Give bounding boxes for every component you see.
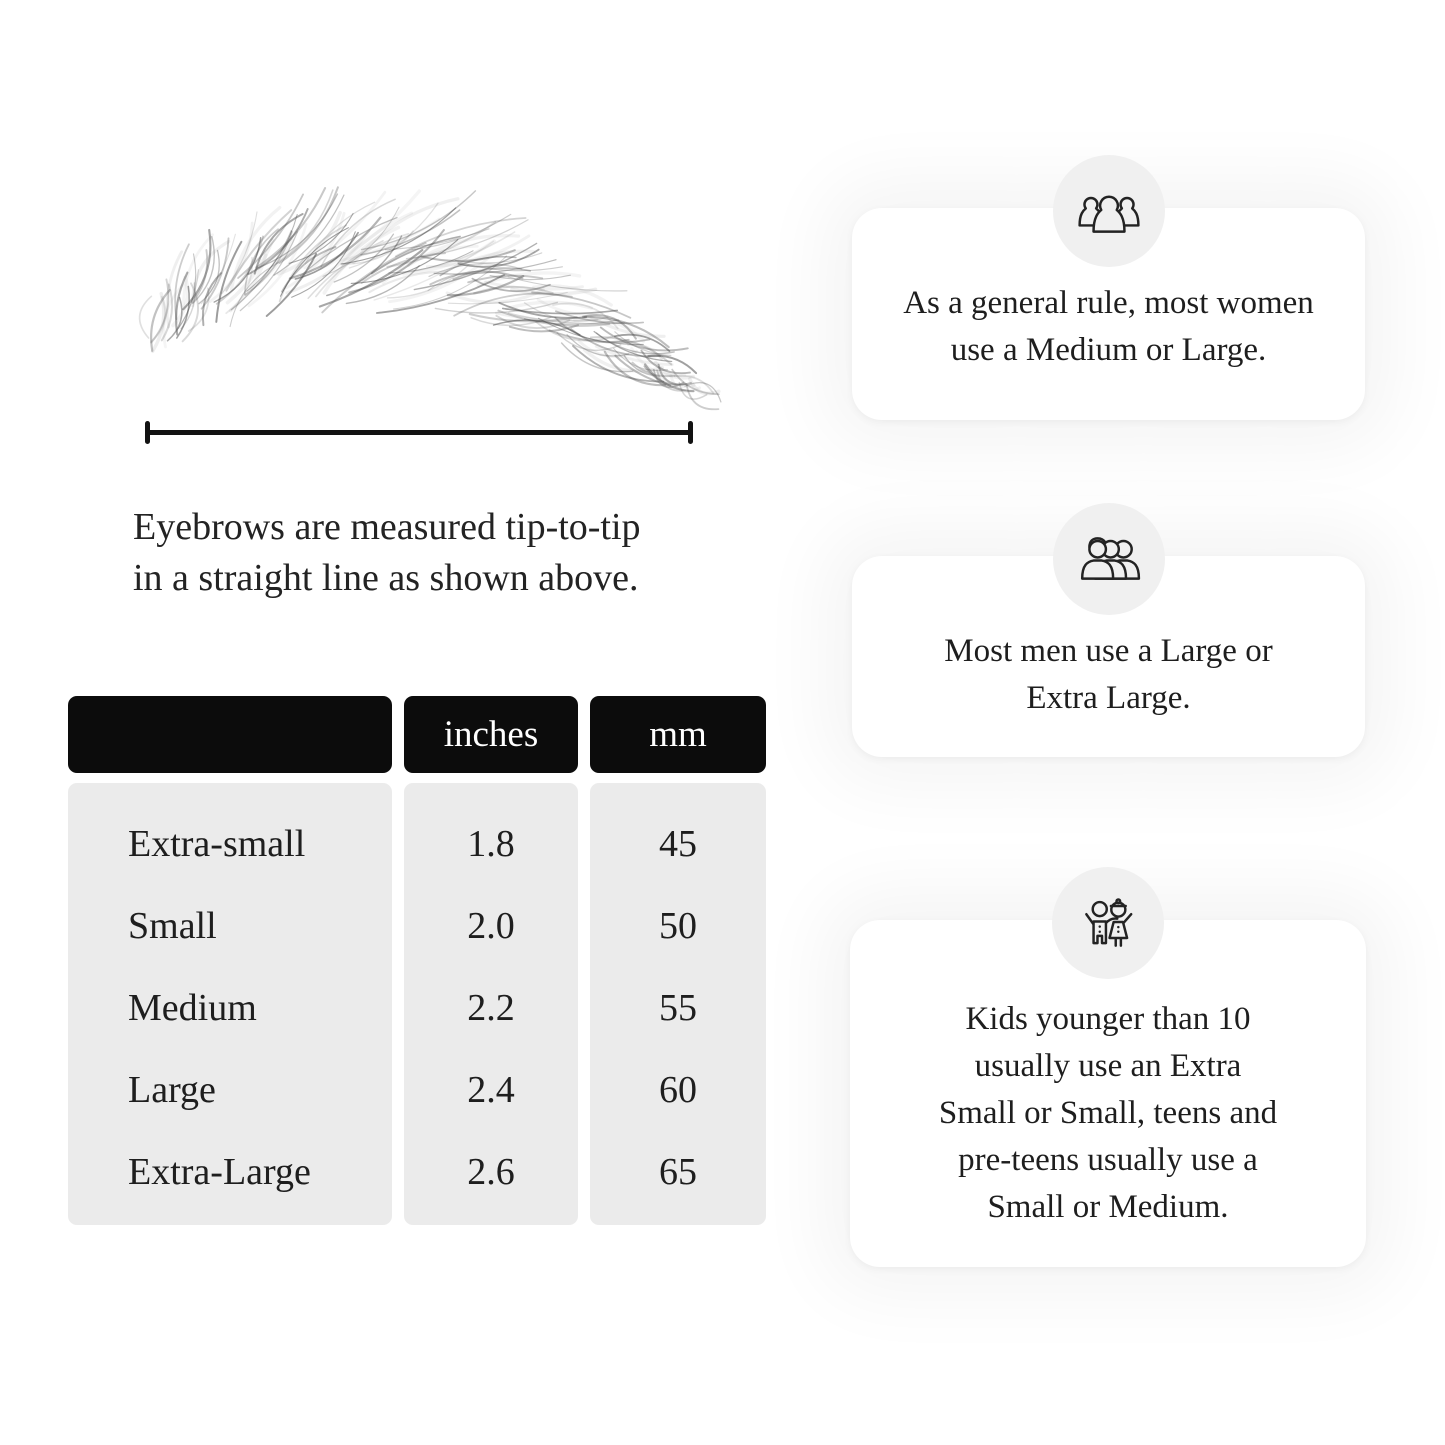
kids-card-line: usually use an Extra (974, 1048, 1242, 1084)
table-cell-size: Extra-small (128, 823, 306, 865)
women-card-line: use a Medium or Large. (950, 332, 1267, 368)
measurement-caption (133, 502, 641, 604)
men-card-line: Most men use a Large or (944, 633, 1273, 669)
size-column-body (68, 783, 392, 1225)
table-cell-size: Large (128, 1069, 216, 1111)
eyebrow-illustration (98, 230, 718, 405)
kids-card-line: Small or Small, teens and (938, 1095, 1278, 1131)
kids-card-text (850, 996, 1366, 1231)
measurement-line (145, 421, 693, 444)
info-card-men (852, 556, 1365, 757)
inches-column-body (404, 783, 578, 1225)
kids-icon (1075, 894, 1141, 952)
table-cell-size: Medium (128, 987, 257, 1029)
men-icon-circle (1053, 503, 1165, 615)
mm-header: mm (590, 696, 766, 773)
table-cell-size: Extra-Large (128, 1151, 311, 1193)
mm-column-body (590, 783, 766, 1225)
men-group-icon (1076, 533, 1142, 585)
women-group-icon (1076, 185, 1142, 237)
table-cell-inches: 2.4 (467, 1069, 515, 1111)
info-card-kids (850, 920, 1366, 1267)
table-cell-mm: 55 (659, 987, 697, 1029)
table-cell-inches: 2.2 (467, 987, 515, 1029)
measure-bar (145, 430, 693, 435)
size-table-column-inches (404, 696, 578, 1225)
size-header-blank (68, 696, 392, 773)
table-cell-inches: 2.6 (467, 1151, 515, 1193)
table-cell-mm: 65 (659, 1151, 697, 1193)
women-icon-circle (1053, 155, 1165, 267)
men-card-line: Extra Large. (1026, 680, 1191, 716)
kids-icon-circle (1052, 867, 1164, 979)
size-table (68, 696, 766, 1225)
kids-card-line: Small or Medium. (987, 1189, 1229, 1225)
table-cell-mm: 50 (659, 905, 697, 947)
table-cell-inches: 2.0 (467, 905, 515, 947)
kids-card-line: Kids younger than 10 (965, 1001, 1251, 1037)
kids-card-line: pre-teens usually use a (958, 1142, 1258, 1178)
table-cell-mm: 45 (659, 823, 697, 865)
table-cell-mm: 60 (659, 1069, 697, 1111)
size-table-column-sizes (68, 696, 392, 1225)
caption-line-2: in a straight line as shown above. (133, 557, 639, 599)
inches-header: inches (404, 696, 578, 773)
measure-endcap-right (688, 421, 693, 444)
table-cell-inches: 1.8 (467, 823, 515, 865)
men-card-text (852, 628, 1365, 722)
size-table-column-mm (590, 696, 766, 1225)
caption-line-1: Eyebrows are measured tip-to-tip (133, 506, 641, 548)
women-card-line: As a general rule, most women (903, 285, 1314, 321)
women-card-text (852, 280, 1365, 374)
table-cell-size: Small (128, 905, 217, 947)
info-card-women (852, 208, 1365, 420)
